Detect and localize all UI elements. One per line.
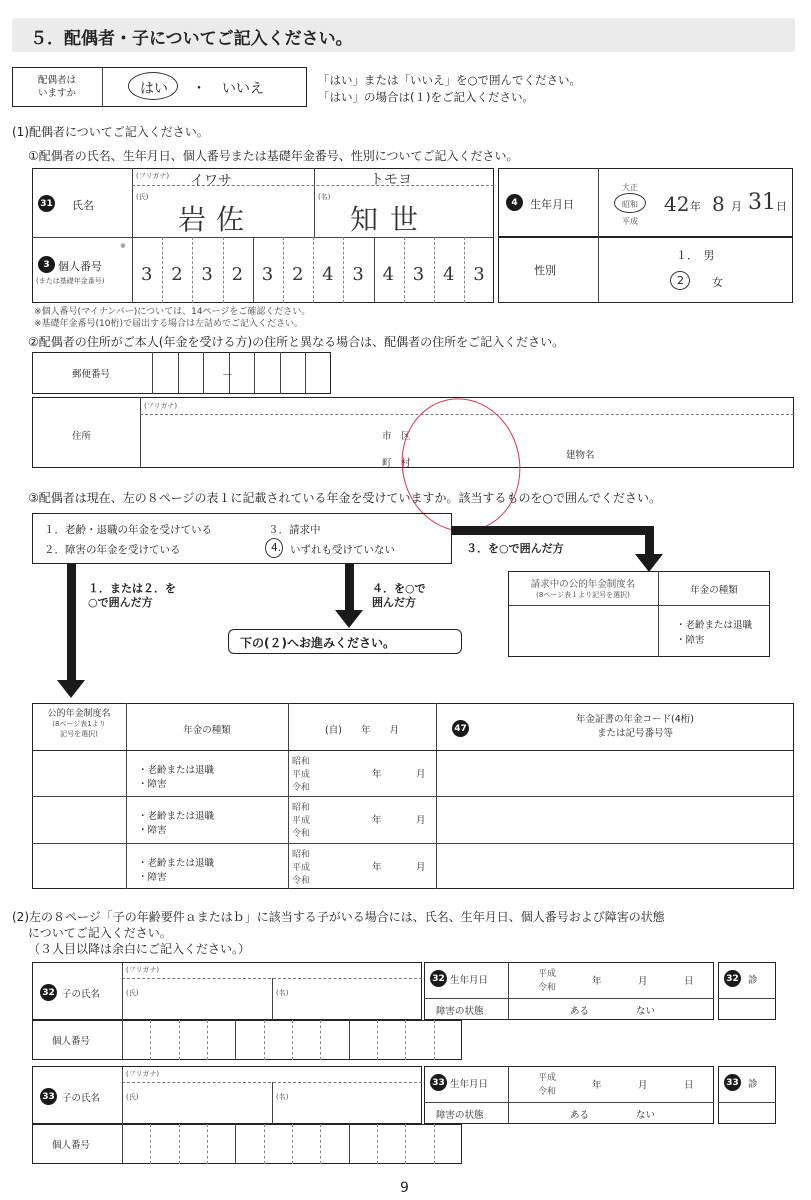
era-heisei: 平成 [538,969,557,979]
section2-heading-3: （３人目以降は余白にご記入ください。） [28,942,251,956]
pension-col4-header: 年金証書の年金コード(4桁) または記号番号等 [576,714,694,739]
dob-label: 生年月日 [530,198,574,211]
month-label: 月 [416,769,426,780]
mei-label: (名) [318,193,331,201]
arrow-3-horizontal [452,526,654,535]
name-label: 氏名 [72,199,94,212]
child-mei-label: (名) [276,1093,289,1101]
my-number-digit[interactable]: 3 [412,264,425,285]
year-label: 年 [592,976,602,987]
postal-cell-divider [280,352,281,394]
child-furigana-label: (フリガナ) [126,966,160,974]
my-number-sublabel: (または基礎年金番号) [36,277,105,285]
digit-divider [434,1124,435,1164]
child-furigana-label: (フリガナ) [126,1070,160,1078]
arrow-3-label: ３．を○で囲んだ方 [466,542,564,555]
town-label: 町 村 [382,458,411,469]
year-label: 年 [372,769,382,780]
my-number-digit[interactable]: 3 [261,264,274,285]
gender-male-option[interactable]: １． 男 [676,249,715,262]
furigana-mei-value[interactable]: トモヨ [370,172,412,188]
pension-type-old-age[interactable]: ・老齢または退職 [138,858,215,869]
address-label: 住所 [72,431,92,442]
digit-divider [374,237,375,303]
postal-cell-divider [178,352,179,394]
digit-divider [207,1020,208,1060]
section1-heading: (1)配偶者についてご記入ください。 [12,125,209,139]
sei-label: (氏) [136,193,149,201]
disability-label: 障害の状態 [436,1110,484,1121]
child-my-number-label: 個人番号 [52,1036,91,1047]
question-3: ③配偶者は現在、左の８ページの表１に記載されている年金を受けていますか。該当するものを○で囲んでください。 [28,491,661,505]
spouse-no-option[interactable]: いいえ [222,81,264,97]
badge-47: 47 [452,720,469,737]
digit-divider [405,1020,406,1060]
postal-cell-divider [305,352,306,394]
my-number-digit[interactable]: 4 [322,264,334,285]
postal-code-label: 郵便番号 [72,369,111,380]
pending-col1-sub: (8ページ表１より記号を選択) [536,591,630,599]
spouse-yes-option[interactable]: はい [140,81,168,97]
era-taisho: 大正 [622,183,638,192]
year-label: 年 [372,862,382,873]
dob-day-value[interactable]: 31 [748,190,776,215]
badge-3: 3 [38,256,55,273]
disability-yes[interactable]: ある [570,1006,590,1017]
option-4-number[interactable]: 4. [271,542,282,554]
city-label: 市 区 [382,431,411,442]
child-dob-label: 生年月日 [450,975,489,986]
pension-type-disability[interactable]: ・障害 [138,779,167,790]
section2-heading: (2)左の８ページ「子の年齢要件ａまたはｂ」に該当する子がいる場合には、氏名、生年月日、個人番号および障害の状態 [12,910,665,924]
pending-col2-header: 年金の種類 [690,585,738,596]
page-number: 9 [400,1180,409,1196]
digit-divider [434,237,435,303]
day-label: 日 [684,1080,694,1091]
digit-divider [179,1124,180,1164]
my-number-digit[interactable]: 2 [231,264,244,285]
diagnosis-label: 診 [748,1079,758,1090]
pension-type-disability[interactable]: ・障害 [138,872,167,883]
badge-31: 31 [38,195,55,212]
digit-divider [223,237,224,303]
option-3[interactable]: ３．請求中 [268,524,321,536]
digit-divider [179,1020,180,1060]
era-reiwa: 令和 [292,876,311,886]
digit-divider [343,237,344,303]
month-label: 月 [416,862,426,873]
child-my-number-label: 個人番号 [52,1140,91,1151]
pending-col1-header: 請求中の公的年金制度名 [530,579,636,590]
digit-divider [434,1020,435,1060]
option-4-label: いずれも受けていない [290,544,395,556]
disability-no[interactable]: ない [636,1006,656,1017]
building-label: 建物名 [566,450,595,461]
era-heisei: 平成 [622,217,638,226]
my-number-digit[interactable]: 3 [352,264,364,285]
era-showa: 昭和 [292,803,311,813]
dob-month-label: 月 [731,200,742,213]
digit-divider [320,1124,321,1164]
year-label: 年 [372,815,382,826]
question-2: ②配偶者の住所がご本人(年金を受ける方)の住所と異なる場合は、配偶者の住所をご記入ください。 [28,335,565,349]
digit-divider [404,237,405,303]
year-label: 年 [592,1080,602,1091]
postal-cell-divider [254,352,255,394]
surname-value[interactable]: 岩佐 [178,203,255,236]
furigana-label: (フリガナ) [136,172,170,180]
dob-day-label: 日 [776,200,787,213]
my-number-digit[interactable]: 3 [473,264,485,285]
child-sei-label: (氏) [126,989,139,997]
digit-divider [292,1020,293,1060]
arrow-4-shaft [345,564,354,612]
child-dob-badge: 33 [430,1074,447,1091]
my-number-digit[interactable]: 3 [201,264,213,285]
postal-dash: － [222,368,233,381]
era-heisei: 平成 [292,863,311,873]
digit-divider [264,1124,265,1164]
pending-type-old-age[interactable]: ・老齢または退職 [676,620,753,631]
child-mei-label: (名) [276,989,289,997]
arrow-4-head [335,610,363,628]
child-my-number-table [32,1124,462,1164]
digit-divider [377,1020,378,1060]
gender-female-label: 女 [712,276,723,289]
digit-divider [150,1124,151,1164]
my-number-digit[interactable]: 2 [292,264,304,285]
my-number-digit[interactable]: 4 [443,264,455,285]
my-number-label: 個人番号 [58,260,102,273]
arrow-3-head [635,554,663,572]
spouse-question-label: 配偶者は いますか [37,75,76,99]
pension-type-disability[interactable]: ・障害 [138,825,167,836]
note-my-number: ※個人番号(マイナンバー)については、14ページをご確認ください。 [34,307,311,317]
month-label: 月 [638,976,648,987]
day-label: 日 [684,976,694,987]
diagnosis-badge: 32 [724,970,741,987]
digit-divider [235,1124,236,1164]
digit-divider [320,1020,321,1060]
digit-divider [464,237,465,303]
digit-divider [253,237,254,303]
era-heisei: 平成 [292,770,311,780]
era-showa: 昭和 [292,850,311,860]
spouse-note-1: 「はい」または「いいえ」を○で囲んでください。 [318,73,582,87]
child-name-label: 子の氏名 [62,1093,101,1104]
section-title: ５．配偶者・子についてご記入ください。 [30,29,353,49]
pending-type-disability[interactable]: ・障害 [676,635,705,646]
section2-heading-2: についてご記入ください。 [28,926,172,940]
era-reiwa: 令和 [292,783,311,793]
gender-label: 性別 [534,264,556,277]
dob-year-label: 年 [690,200,701,213]
digit-divider [162,237,163,303]
digit-divider [192,237,193,303]
diagnosis-badge: 33 [724,1074,741,1091]
child-dob-label: 生年月日 [450,1079,489,1090]
furigana-sei-value[interactable]: イワサ [190,173,232,189]
arrow-12-label: １．または２．を ○で囲んだ方 [88,582,176,609]
spouse-note-2: 「はい」の場合は(１)をご記入ください。 [318,90,534,104]
female-circle [670,271,690,290]
month-label: 月 [416,815,426,826]
option-separator: ・ [192,81,206,97]
child-badge: 33 [40,1088,57,1105]
era-heisei: 平成 [538,1073,557,1083]
my-number-mark: ※ [120,242,126,250]
child-badge: 32 [40,984,57,1001]
child-my-number-table [32,1020,462,1060]
digit-divider [150,1020,151,1060]
my-number-digit[interactable]: 3 [141,264,153,285]
given-name-value[interactable]: 知世 [350,203,431,236]
badge-4: 4 [506,194,523,211]
arrow-4-label: ４．を○で 囲んだ方 [372,582,426,609]
disability-yes[interactable]: ある [570,1110,590,1121]
dob-month-value[interactable]: 8 [712,192,725,216]
pension-type-old-age[interactable]: ・老齢または退職 [138,811,215,822]
era-reiwa: 令和 [538,983,557,993]
arrow-12-head [57,680,85,698]
note-basic-number: ※基礎年金番号(10桁)で届出する場合は左詰めでご記入ください。 [34,319,304,329]
my-number-digit[interactable]: 2 [171,264,183,285]
digit-divider [313,237,314,303]
pension-col2-header: 年金の種類 [183,725,231,736]
my-number-digit[interactable]: 4 [382,264,395,285]
question-1: ①配偶者の氏名、生年月日、個人番号または基礎年金番号、性別についてご記入ください。 [28,149,519,163]
digit-divider [292,1124,293,1164]
era-heisei: 平成 [292,816,311,826]
option-2[interactable]: ２．障害の年金を受けている [44,544,181,556]
disability-label: 障害の状態 [436,1006,484,1017]
child-name-label: 子の氏名 [62,989,101,1000]
gender-female-number[interactable]: 2 [677,274,684,287]
pension-col3-header: (自) 年 月 [325,725,399,736]
era-reiwa: 令和 [292,829,311,839]
digit-divider [264,1020,265,1060]
digit-divider [235,1020,236,1060]
pension-type-old-age[interactable]: ・老齢または退職 [138,765,215,776]
digit-divider [349,1124,350,1164]
digit-divider [283,237,284,303]
era-showa: 昭和 [292,757,311,767]
child-dob-badge: 32 [430,970,447,987]
dob-year-value[interactable]: 42 [664,192,690,216]
era-reiwa: 令和 [538,1087,557,1097]
address-furigana-label: (フリガナ) [144,402,178,410]
option-4-circle [265,538,283,558]
disability-no[interactable]: ない [636,1110,656,1121]
digit-divider [207,1124,208,1164]
arrow-12-shaft [67,564,76,682]
pension-col1-sub: (8ページ表1より 記号を選択) [52,720,106,738]
child-sei-label: (氏) [126,1093,139,1101]
month-label: 月 [638,1080,648,1091]
pension-col1-header: 公的年金制度名 [47,709,111,719]
era-showa[interactable]: 昭和 [622,200,638,209]
option-1[interactable]: １．老齢・退職の年金を受けている [44,524,212,536]
digit-divider [405,1124,406,1164]
digit-divider [349,1020,350,1060]
digit-divider [377,1124,378,1164]
yes-circle [128,72,178,100]
diagnosis-label: 診 [748,975,758,986]
goto-next-label: 下の(２)へお進みください。 [240,636,395,650]
postal-cell-divider [203,352,204,394]
arrow-3-shaft [645,526,654,556]
showa-circle [614,193,646,213]
